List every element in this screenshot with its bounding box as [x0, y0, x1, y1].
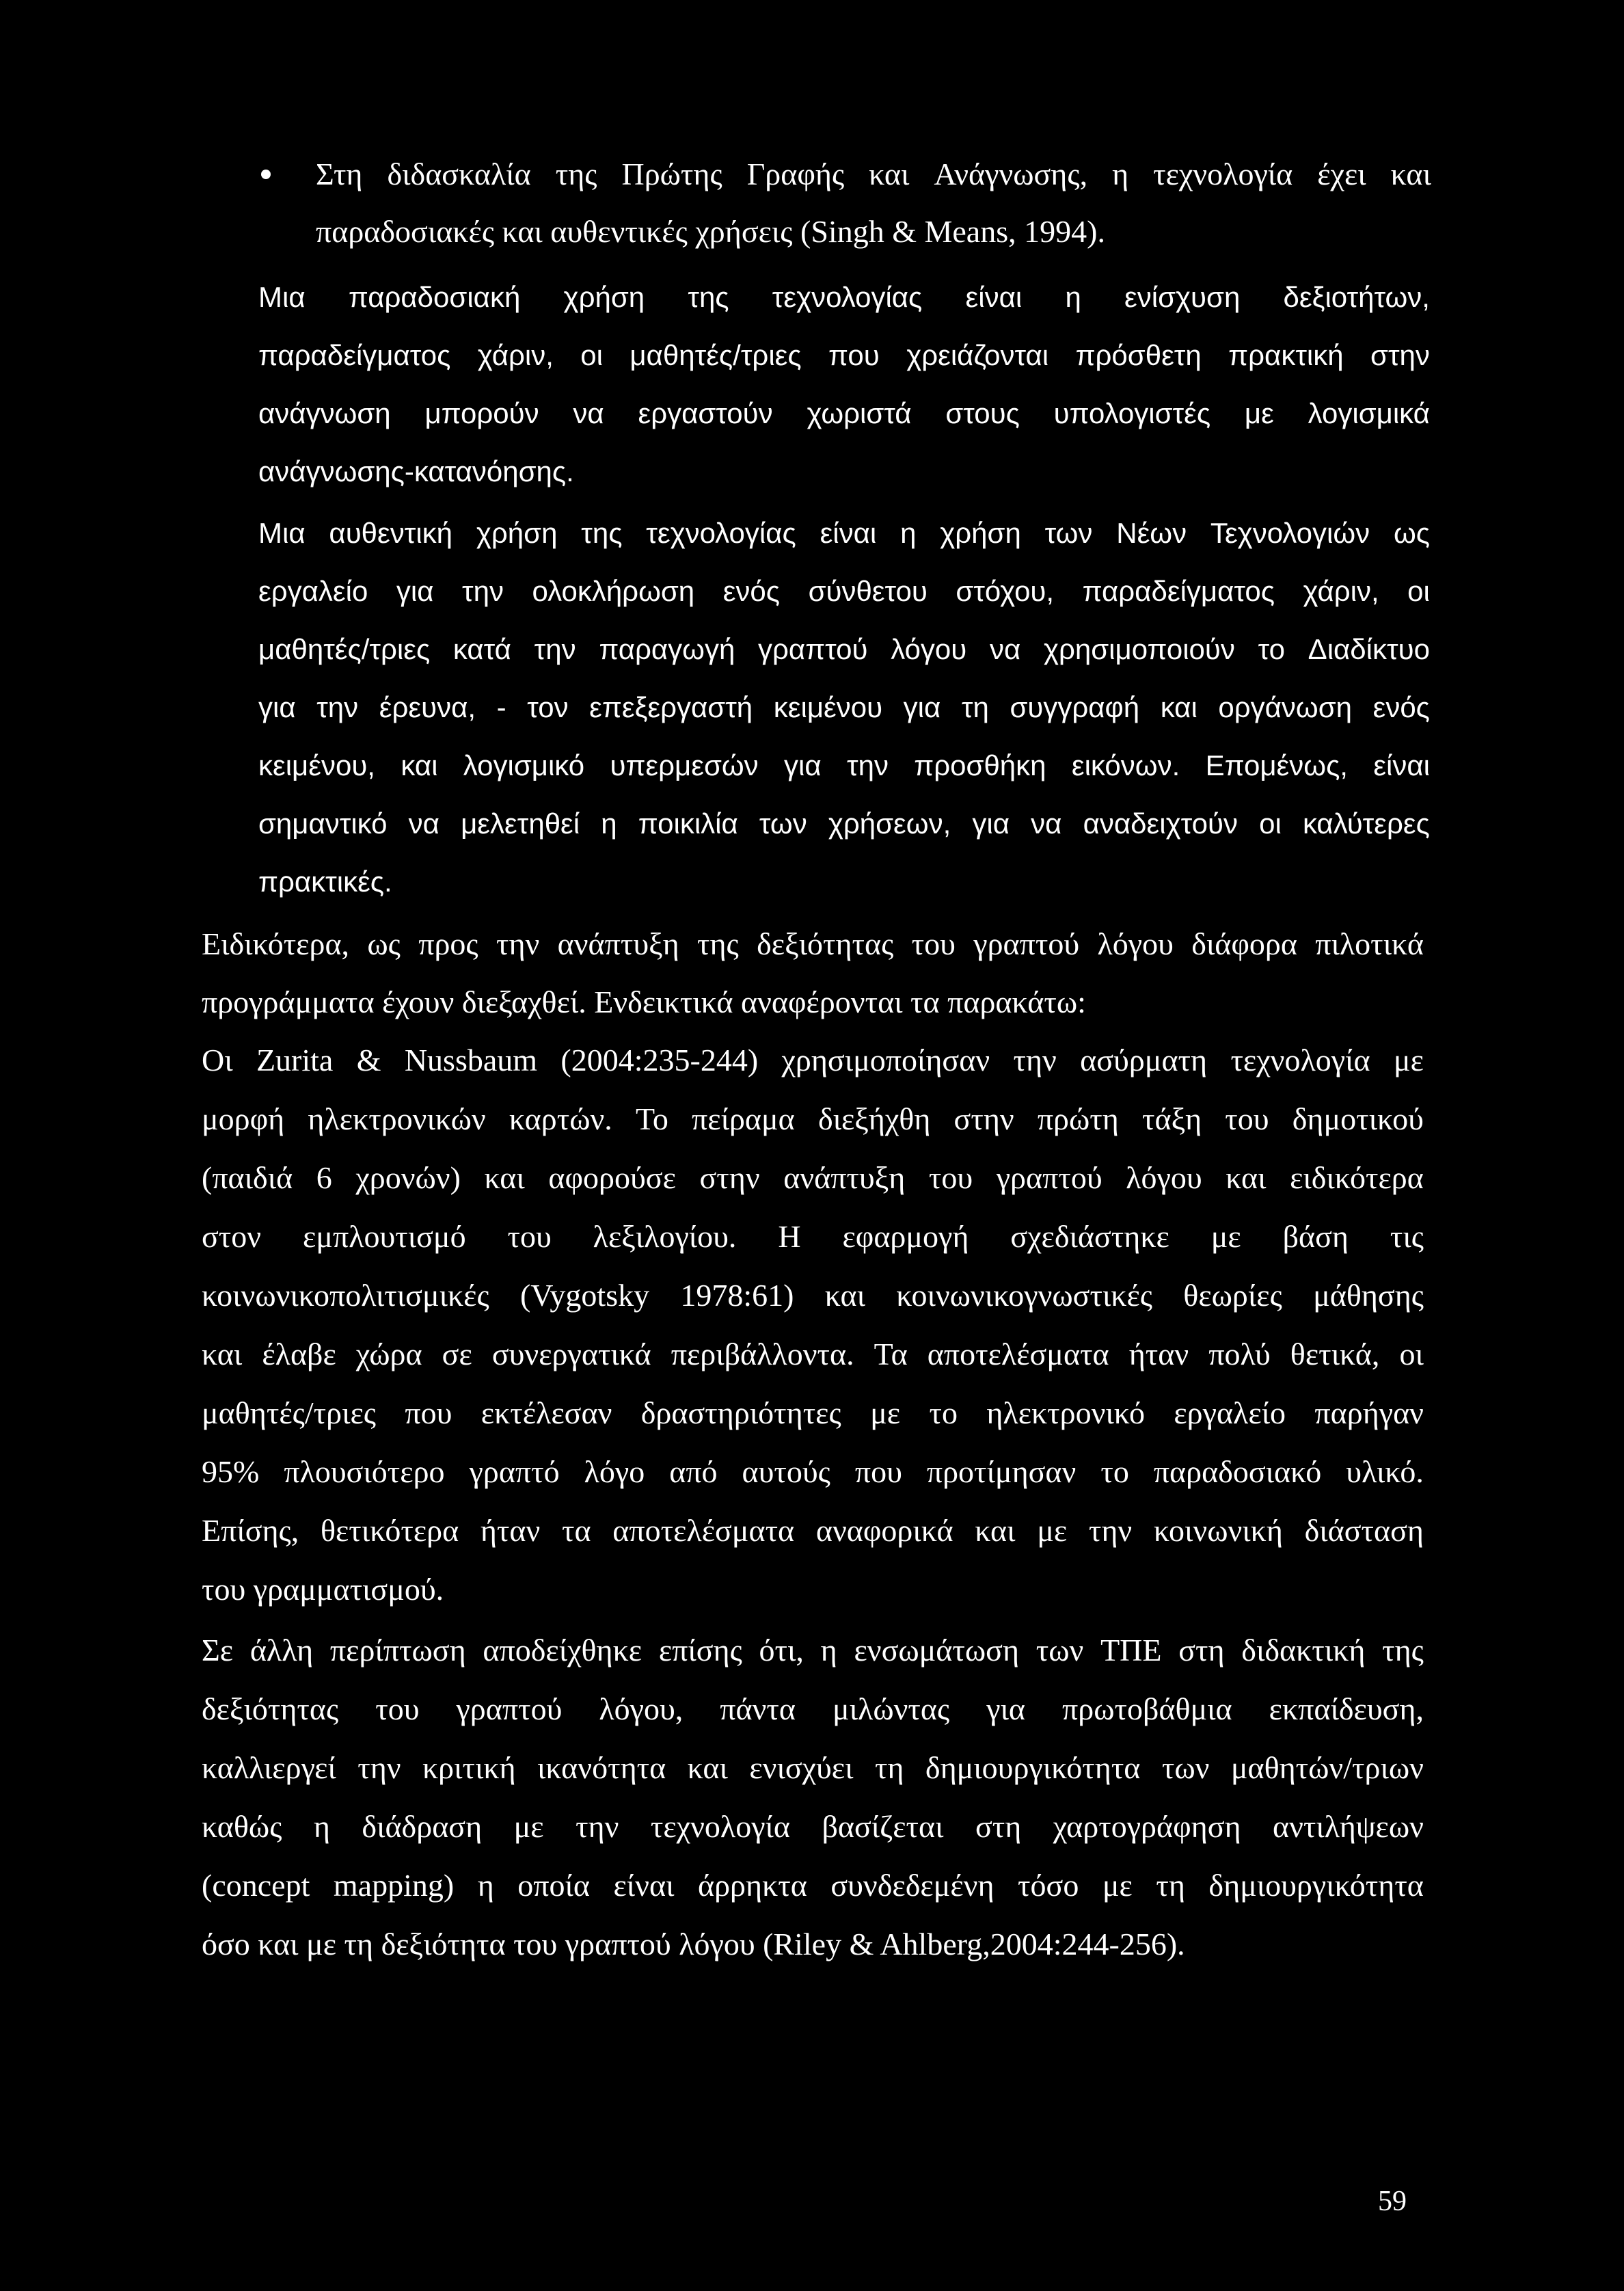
- word: η: [313, 1809, 330, 1844]
- word: επεξεργαστή: [589, 691, 753, 723]
- word: ως: [1393, 517, 1430, 549]
- word: από: [669, 1454, 718, 1489]
- word: του: [1225, 1101, 1269, 1136]
- word: δεξιοτήτων,: [1283, 281, 1430, 313]
- word: και: [1226, 1160, 1267, 1195]
- word: επίσης: [658, 1633, 742, 1667]
- word: για: [972, 807, 1010, 840]
- word: υπερμεσών: [610, 749, 759, 781]
- word: της: [688, 281, 729, 313]
- word: ήταν: [1128, 1337, 1189, 1371]
- word: Τα: [874, 1337, 908, 1371]
- word: ενός: [1372, 691, 1430, 723]
- zurita-line-9: [202, 1515, 1424, 1546]
- word: να: [989, 633, 1021, 665]
- authentic-line-2: [258, 577, 1430, 606]
- word: Νέων: [1116, 517, 1187, 549]
- word: είναι: [820, 517, 877, 549]
- zurita-line-5: [202, 1280, 1424, 1311]
- word: αποτελέσματα: [612, 1513, 795, 1548]
- word: ανάπτυξη: [557, 926, 679, 961]
- word: ότι,: [759, 1633, 804, 1667]
- word: η: [601, 807, 617, 840]
- word: 95%: [202, 1454, 260, 1489]
- word: έρευνα,: [379, 691, 476, 723]
- word: πρώτη: [1037, 1101, 1119, 1136]
- word: Σε: [202, 1633, 234, 1667]
- word: (concept: [202, 1868, 310, 1903]
- word: πλουσιότερο: [284, 1454, 445, 1489]
- word: υπολογιστές: [1053, 397, 1211, 429]
- authentic-line-1: [258, 519, 1430, 548]
- word: που: [405, 1395, 452, 1430]
- word: και: [975, 1513, 1016, 1548]
- word: Πρώτης: [621, 157, 722, 191]
- word: περίπτωση: [329, 1633, 466, 1667]
- word: πρακτική: [1228, 339, 1344, 371]
- word: για: [396, 575, 434, 607]
- word: Μια: [258, 281, 306, 313]
- word: της: [1382, 1633, 1424, 1667]
- zurita-line-1: [202, 1045, 1424, 1076]
- word: παραδοσιακό: [1153, 1454, 1322, 1489]
- word: ειδικότερα: [1290, 1160, 1424, 1195]
- word: μορφή: [202, 1101, 285, 1136]
- word: έχει: [1317, 157, 1366, 191]
- word: της: [697, 926, 739, 961]
- word: ενίσχυση: [1124, 281, 1241, 313]
- word: περιβάλλοντα.: [671, 1337, 854, 1371]
- word: γραπτού: [996, 1160, 1102, 1195]
- authentic-line-3: [258, 635, 1430, 664]
- word: αντιλήψεων: [1273, 1809, 1424, 1844]
- word: ενός: [722, 575, 781, 607]
- riley-line-1: [202, 1635, 1424, 1666]
- word: θεωρίες: [1183, 1278, 1282, 1313]
- zurita-line-8: [202, 1456, 1424, 1488]
- word: στη: [975, 1809, 1022, 1844]
- word: πάντα: [720, 1691, 796, 1726]
- word: Επομένως,: [1205, 749, 1348, 781]
- word: δημοτικού: [1292, 1101, 1424, 1136]
- word: του: [507, 1219, 552, 1254]
- word: και: [1160, 691, 1197, 723]
- word: στη: [1178, 1633, 1225, 1667]
- word: αναδειχτούν: [1083, 807, 1238, 840]
- word: οι: [1407, 575, 1430, 607]
- word: τη: [961, 691, 989, 723]
- word: συνεργατικά: [491, 1337, 651, 1371]
- word: σημαντικό: [258, 807, 388, 840]
- bullet-line-2: παραδοσιακές και αυθεντικές χρήσεις (Singh & Means, 1994).: [316, 214, 1105, 249]
- word: καλύτερες: [1302, 807, 1430, 840]
- word: με: [1210, 1219, 1241, 1254]
- word: και: [202, 1337, 243, 1371]
- word: για: [986, 1691, 1026, 1726]
- word: εμπλουτισμό: [302, 1219, 466, 1254]
- word: ποικιλία: [638, 807, 738, 840]
- word: χρήση: [563, 281, 645, 313]
- word: αποτελέσματα: [927, 1337, 1109, 1371]
- word: πολύ: [1208, 1337, 1271, 1371]
- word: &: [356, 1043, 381, 1077]
- word: και: [484, 1160, 525, 1195]
- word: παραδείγματος: [1082, 575, 1275, 607]
- word: στον: [202, 1219, 262, 1254]
- word: η: [1065, 281, 1081, 313]
- word: χρησιμοποιούν: [1043, 633, 1235, 665]
- word: Ειδικότερα,: [202, 926, 350, 961]
- word: δραστηριότητες: [640, 1395, 841, 1430]
- word: για: [903, 691, 941, 723]
- word: της: [555, 157, 597, 191]
- word: ανάπτυξη: [783, 1160, 906, 1195]
- word: τόσο: [1018, 1868, 1079, 1903]
- word: τις: [1390, 1219, 1424, 1254]
- word: χώρα: [355, 1337, 422, 1371]
- authentic-line-6: [258, 809, 1430, 838]
- word: άρρηκτα: [697, 1868, 807, 1903]
- word: τον: [527, 691, 569, 723]
- word: των: [1036, 1633, 1084, 1667]
- word: παραδείγματος: [258, 339, 451, 371]
- word: η: [477, 1868, 494, 1903]
- word: μαθητές/τριες: [202, 1395, 376, 1430]
- word: δημιουργικότητα: [1208, 1868, 1424, 1903]
- word: με: [1037, 1513, 1068, 1548]
- word: σύνθετου: [808, 575, 928, 607]
- word: την: [534, 633, 576, 665]
- word: γραπτού: [456, 1691, 563, 1726]
- word: εικόνων.: [1071, 749, 1180, 781]
- word: ενισχύει: [749, 1750, 854, 1785]
- word: λόγου: [1097, 926, 1174, 961]
- word: την: [462, 575, 504, 607]
- word: κειμένου,: [258, 749, 375, 781]
- riley-line-3: [202, 1752, 1424, 1784]
- riley-line-2: [202, 1693, 1424, 1725]
- word: ΤΠΕ: [1100, 1633, 1162, 1667]
- word: κοινωνικοπολιτισμικές: [202, 1278, 489, 1313]
- word: μάθησης: [1313, 1278, 1424, 1313]
- zurita-line-6: [202, 1339, 1424, 1370]
- word: ως: [367, 926, 401, 961]
- word: την: [1013, 1043, 1057, 1077]
- programs-line-2: προγράμματα έχουν διεξαχθεί. Ενδεικτικά αναφέρονται τα παρακάτω:: [202, 984, 1086, 1019]
- page-number: 59: [1378, 2186, 1407, 2217]
- word: αυθεντική: [329, 517, 453, 549]
- zurita-line-4: [202, 1221, 1424, 1252]
- word: είναι: [965, 281, 1023, 313]
- word: που: [828, 339, 880, 371]
- word: -: [496, 691, 506, 723]
- word: και: [869, 157, 910, 191]
- word: δημιουργικότητα: [925, 1750, 1141, 1785]
- bullet-dot: [261, 170, 271, 179]
- word: του: [911, 926, 956, 961]
- word: μαθητές/τριες: [258, 633, 431, 665]
- word: κειμένου: [773, 691, 883, 723]
- word: την: [496, 926, 540, 961]
- word: κοινωνική: [1153, 1513, 1283, 1548]
- word: κατά: [452, 633, 511, 665]
- word: Το: [635, 1101, 668, 1136]
- word: στους: [945, 397, 1020, 429]
- word: Zurita: [256, 1043, 334, 1077]
- word: στην: [699, 1160, 760, 1195]
- word: των: [759, 807, 807, 840]
- word: και: [401, 749, 438, 781]
- word: τη: [1156, 1868, 1185, 1903]
- word: η: [820, 1633, 837, 1667]
- word: 6: [316, 1160, 332, 1195]
- word: χάριν,: [1303, 575, 1379, 607]
- word: λεξιλογίου.: [593, 1219, 737, 1254]
- word: και: [687, 1750, 728, 1785]
- word: με: [870, 1395, 901, 1430]
- word: των: [1161, 1750, 1210, 1785]
- word: διδασκαλία: [387, 157, 531, 191]
- word: αποδείχθηκε: [483, 1633, 642, 1667]
- word: ήταν: [480, 1513, 541, 1548]
- word: παραδοσιακή: [348, 281, 521, 313]
- word: εκτέλεσαν: [481, 1395, 612, 1430]
- word: προς: [418, 926, 478, 961]
- programs-line-1: [202, 928, 1424, 960]
- traditional-line-3: [258, 399, 1430, 428]
- word: τη: [874, 1750, 904, 1785]
- word: καρτών.: [509, 1101, 612, 1136]
- word: θετικά,: [1290, 1337, 1380, 1371]
- word: του: [928, 1160, 973, 1195]
- traditional-line-1: [258, 283, 1430, 312]
- word: την: [576, 1809, 619, 1844]
- word: υλικό.: [1346, 1454, 1424, 1489]
- word: Nussbaum: [404, 1043, 538, 1077]
- word: σχεδιάστηκε: [1010, 1219, 1169, 1254]
- word: τάξη: [1141, 1101, 1202, 1136]
- word: τα: [562, 1513, 591, 1548]
- word: εφαρμογή: [842, 1219, 969, 1254]
- word: τεχνολογίας: [646, 517, 796, 549]
- word: και: [824, 1278, 866, 1313]
- word: συγγραφή: [1010, 691, 1140, 723]
- word: το: [929, 1395, 958, 1430]
- word: εργαστούν: [638, 397, 773, 429]
- riley-line-6: όσο και με τη δεξιότητα του γραπτού λόγου (Riley & Ahlberg,2004:244-256).: [202, 1927, 1185, 1961]
- word: εκπαίδευση,: [1269, 1691, 1424, 1726]
- word: το: [1100, 1454, 1129, 1489]
- authentic-line-7: πρακτικές.: [258, 866, 392, 898]
- word: τεχνολογία: [1153, 157, 1293, 191]
- word: Διαδίκτυο: [1308, 633, 1430, 665]
- word: είναι: [1373, 749, 1430, 781]
- word: να: [1031, 807, 1062, 840]
- word: χαρτογράφηση: [1053, 1809, 1241, 1844]
- word: διάδραση: [362, 1809, 483, 1844]
- word: χρήση: [940, 517, 1021, 549]
- word: ασύρματη: [1080, 1043, 1208, 1077]
- word: με: [1393, 1043, 1424, 1077]
- word: την: [357, 1750, 401, 1785]
- word: για: [258, 691, 296, 723]
- word: παρήγαν: [1314, 1395, 1424, 1430]
- word: λόγο: [584, 1454, 645, 1489]
- word: την: [1088, 1513, 1133, 1548]
- word: κριτική: [422, 1750, 516, 1785]
- word: θετικότερα: [320, 1513, 459, 1548]
- word: λόγου: [1126, 1160, 1202, 1195]
- word: οι: [1259, 807, 1282, 840]
- word: την: [847, 749, 889, 781]
- traditional-line-4: ανάγνωσης-κατανόησης.: [258, 455, 574, 487]
- word: και: [1390, 157, 1431, 191]
- word: γραπτού: [758, 633, 868, 665]
- word: μελετηθεί: [461, 807, 580, 840]
- word: Επίσης,: [202, 1513, 299, 1548]
- word: Μια: [258, 517, 306, 549]
- word: οποία: [517, 1868, 590, 1903]
- word: χρειάζονται: [906, 339, 1049, 371]
- word: τεχνολογία: [1230, 1043, 1370, 1077]
- word: μαθητών/τριων: [1230, 1750, 1424, 1785]
- word: καθώς: [202, 1809, 282, 1844]
- word: 1978:61): [680, 1278, 794, 1313]
- word: συνδεδεμένη: [830, 1868, 994, 1903]
- word: ηλεκτρονικό: [986, 1395, 1145, 1430]
- word: χωριστά: [807, 397, 912, 429]
- word: πρόσθετη: [1075, 339, 1202, 371]
- word: αναφορικά: [815, 1513, 953, 1548]
- word: για: [784, 749, 822, 781]
- word: παραγωγή: [599, 633, 735, 665]
- word: (2004:235-244): [560, 1043, 759, 1077]
- word: εργαλείο: [258, 575, 368, 607]
- word: με: [513, 1809, 544, 1844]
- word: διάφορα: [1191, 926, 1297, 961]
- word: γραπτό: [469, 1454, 560, 1489]
- bullet-line-1: [316, 159, 1431, 190]
- word: οι: [1399, 1337, 1424, 1371]
- word: χρήσεων,: [828, 807, 951, 840]
- word: κοινωνικογνωστικές: [896, 1278, 1153, 1313]
- word: ανάγνωση: [258, 397, 391, 429]
- word: σε: [442, 1337, 472, 1371]
- word: χρονών): [355, 1160, 461, 1195]
- word: άλλη: [249, 1633, 314, 1667]
- word: του: [375, 1691, 420, 1726]
- word: αυτούς: [742, 1454, 830, 1489]
- word: αφορούσε: [548, 1160, 676, 1195]
- word: (παιδιά: [202, 1160, 293, 1195]
- word: η: [900, 517, 917, 549]
- word: εργαλείο: [1174, 1395, 1286, 1430]
- word: γραπτού: [973, 926, 1080, 961]
- word: η: [1112, 157, 1129, 191]
- authentic-line-5: [258, 751, 1430, 780]
- word: Οι: [202, 1043, 233, 1077]
- word: Τεχνολογιών: [1210, 517, 1370, 549]
- word: έλαβε: [262, 1337, 336, 1371]
- word: ηλεκτρονικών: [308, 1101, 486, 1136]
- word: των: [1044, 517, 1093, 549]
- zurita-line-3: [202, 1162, 1424, 1194]
- word: μιλώντας: [832, 1691, 950, 1726]
- word: χρήση: [476, 517, 558, 549]
- word: λογισμικά: [1308, 397, 1430, 429]
- word: ενσωμάτωση: [854, 1633, 1020, 1667]
- word: την: [316, 691, 359, 723]
- word: το: [1258, 633, 1285, 665]
- word: στόχου,: [956, 575, 1055, 607]
- word: που: [854, 1454, 902, 1489]
- word: να: [408, 807, 439, 840]
- word: τεχνολογία: [650, 1809, 790, 1844]
- word: τεχνολογίας: [772, 281, 923, 313]
- word: της: [581, 517, 623, 549]
- word: να: [573, 397, 604, 429]
- word: πρωτοβάθμια: [1062, 1691, 1232, 1726]
- word: βασίζεται: [822, 1809, 944, 1844]
- word: καλλιεργεί: [202, 1750, 336, 1785]
- word: Η: [778, 1219, 801, 1254]
- word: δεξιότητας: [202, 1691, 339, 1726]
- word: Στη: [316, 157, 363, 191]
- word: μαθητές/τριες: [630, 339, 802, 371]
- word: με: [1102, 1868, 1133, 1903]
- word: πιλοτικά: [1315, 926, 1424, 961]
- riley-line-5: [202, 1870, 1424, 1901]
- word: οργάνωση: [1218, 691, 1352, 723]
- word: με: [1244, 397, 1274, 429]
- zurita-line-2: [202, 1103, 1424, 1135]
- word: mapping): [333, 1868, 455, 1903]
- word: χάριν,: [477, 339, 554, 371]
- word: Γραφής: [746, 157, 845, 191]
- zurita-line-10: του γραμματισμού.: [202, 1572, 444, 1607]
- word: προτίμησαν: [926, 1454, 1077, 1489]
- word: οι: [580, 339, 603, 371]
- word: πείραμα: [692, 1101, 795, 1136]
- word: δεξιότητας: [757, 926, 894, 961]
- word: βάση: [1282, 1219, 1349, 1254]
- word: διδακτική: [1241, 1633, 1366, 1667]
- word: λόγου: [891, 633, 967, 665]
- word: προσθήκη: [914, 749, 1046, 781]
- word: είναι: [613, 1868, 675, 1903]
- word: ολοκλήρωση: [532, 575, 695, 607]
- word: μπορούν: [424, 397, 539, 429]
- word: λόγου,: [599, 1691, 684, 1726]
- word: ικανότητα: [537, 1750, 666, 1785]
- riley-line-4: [202, 1811, 1424, 1843]
- traditional-line-2: [258, 341, 1430, 370]
- authentic-line-4: [258, 693, 1430, 722]
- word: (Vygotsky: [519, 1278, 650, 1313]
- word: στην: [953, 1101, 1014, 1136]
- word: χρησιμοποίησαν: [781, 1043, 990, 1077]
- word: στην: [1370, 339, 1430, 371]
- zurita-line-7: [202, 1397, 1424, 1429]
- word: λογισμικό: [463, 749, 585, 781]
- word: Ανάγνωσης,: [934, 157, 1088, 191]
- word: διεξήχθη: [817, 1101, 931, 1136]
- word: διάσταση: [1304, 1513, 1424, 1548]
